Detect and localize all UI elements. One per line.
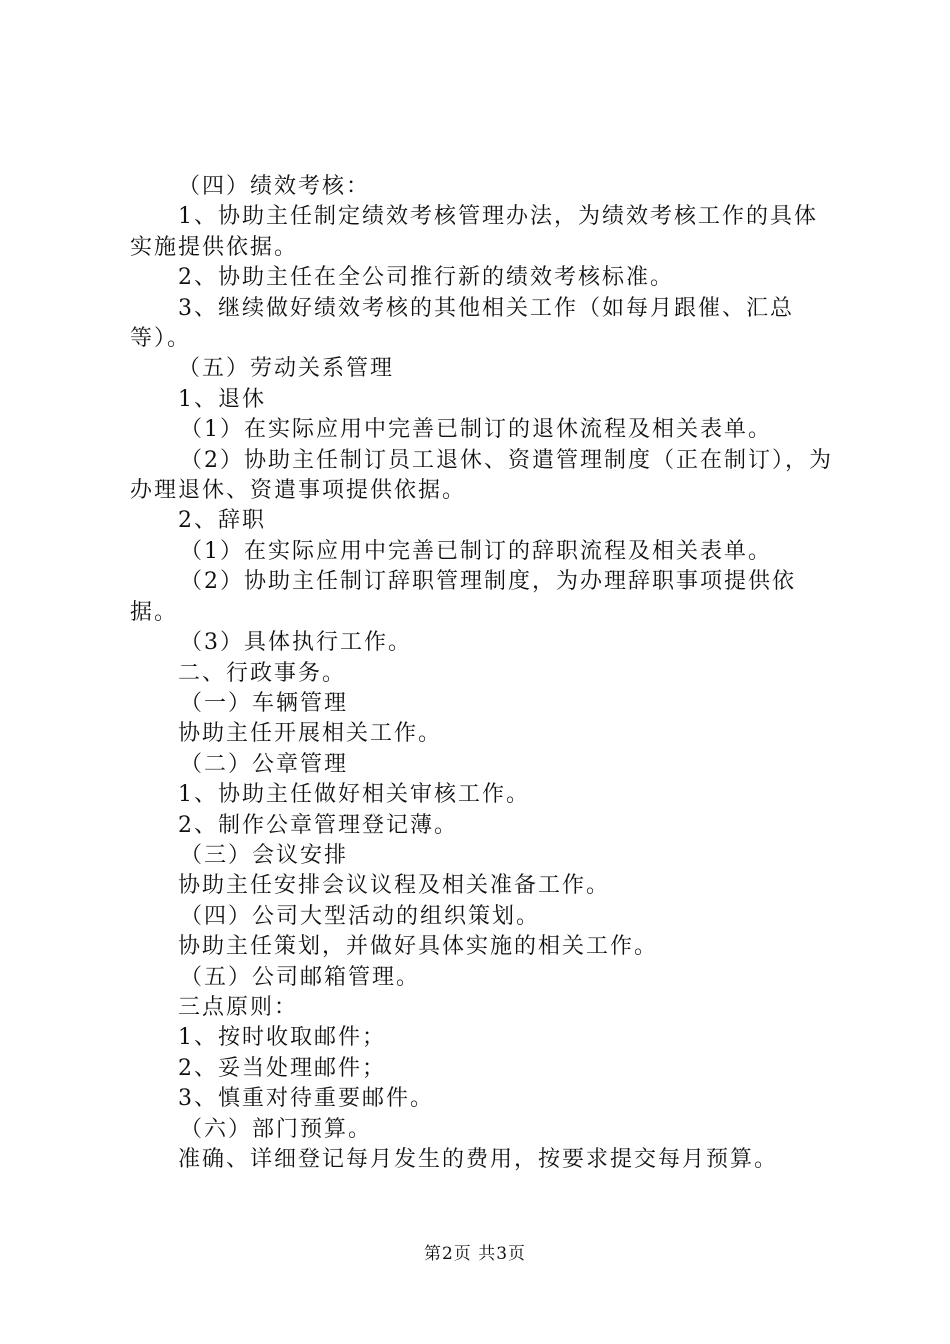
paragraph: （1）在实际应用中完善已制订的退休流程及相关表单。 — [180, 417, 772, 443]
subheading-retirement: 1、退休 — [178, 386, 266, 412]
paragraph: 2、妥当处理邮件； — [178, 1055, 386, 1081]
subheading-mailbox: （五）公司邮箱管理。 — [180, 964, 421, 990]
section-heading-labor-relations: （五）劳动关系管理 — [178, 356, 395, 382]
paragraph: （2）协助主任制订辞职管理制度，为办理辞职事项提供依据。 — [130, 569, 796, 625]
paragraph: 协助主任开展相关工作。 — [178, 721, 443, 747]
paragraph: 准确、详细登记每月发生的费用，按要求提交每月预算。 — [178, 1147, 779, 1172]
section-heading-admin: 二、行政事务。 — [178, 660, 347, 686]
section-heading-performance: （四）绩效考核： — [178, 174, 371, 199]
page-number-footer: 第2页 共3页 — [423, 1244, 527, 1264]
paragraph: 3、继续做好绩效考核的其他相关工作（如每月跟催、汇总等）。 — [130, 295, 794, 352]
paragraph: 三点原则： — [178, 994, 299, 1020]
paragraph: 协助主任策划，并做好具体实施的相关工作。 — [178, 934, 659, 960]
subheading-seals: （二）公章管理 — [180, 751, 349, 777]
subheading-meetings: （三）会议安排 — [180, 842, 349, 868]
paragraph: 2、制作公章管理登记薄。 — [178, 812, 458, 838]
subheading-budget: （六）部门预算。 — [180, 1116, 373, 1142]
paragraph: 1、协助主任制定绩效考核管理办法，为绩效考核工作的具体实施提供依据。 — [130, 204, 818, 260]
paragraph: 2、协助主任在全公司推行新的绩效考核标准。 — [178, 265, 674, 291]
document-body — [130, 172, 835, 1175]
paragraph: （1）在实际应用中完善已制订的辞职流程及相关表单。 — [180, 538, 772, 564]
subheading-vehicles: （一）车辆管理 — [180, 690, 349, 716]
paragraph: 协助主任安排会议议程及相关准备工作。 — [178, 873, 611, 899]
paragraph: 3、慎重对待重要邮件。 — [178, 1086, 434, 1112]
paragraph: （2）协助主任制订员工退休、资遣管理制度（正在制订），为办理退休、资遣事项提供依据。 — [130, 447, 833, 504]
paragraph: （3）具体执行工作。 — [180, 630, 412, 656]
paragraph: 1、协助主任做好相关审核工作。 — [178, 782, 530, 808]
paragraph: 1、按时收取邮件； — [178, 1025, 386, 1051]
subheading-resignation: 2、辞职 — [178, 508, 266, 534]
subheading-events: （四）公司大型活动的组织策划。 — [180, 903, 541, 929]
